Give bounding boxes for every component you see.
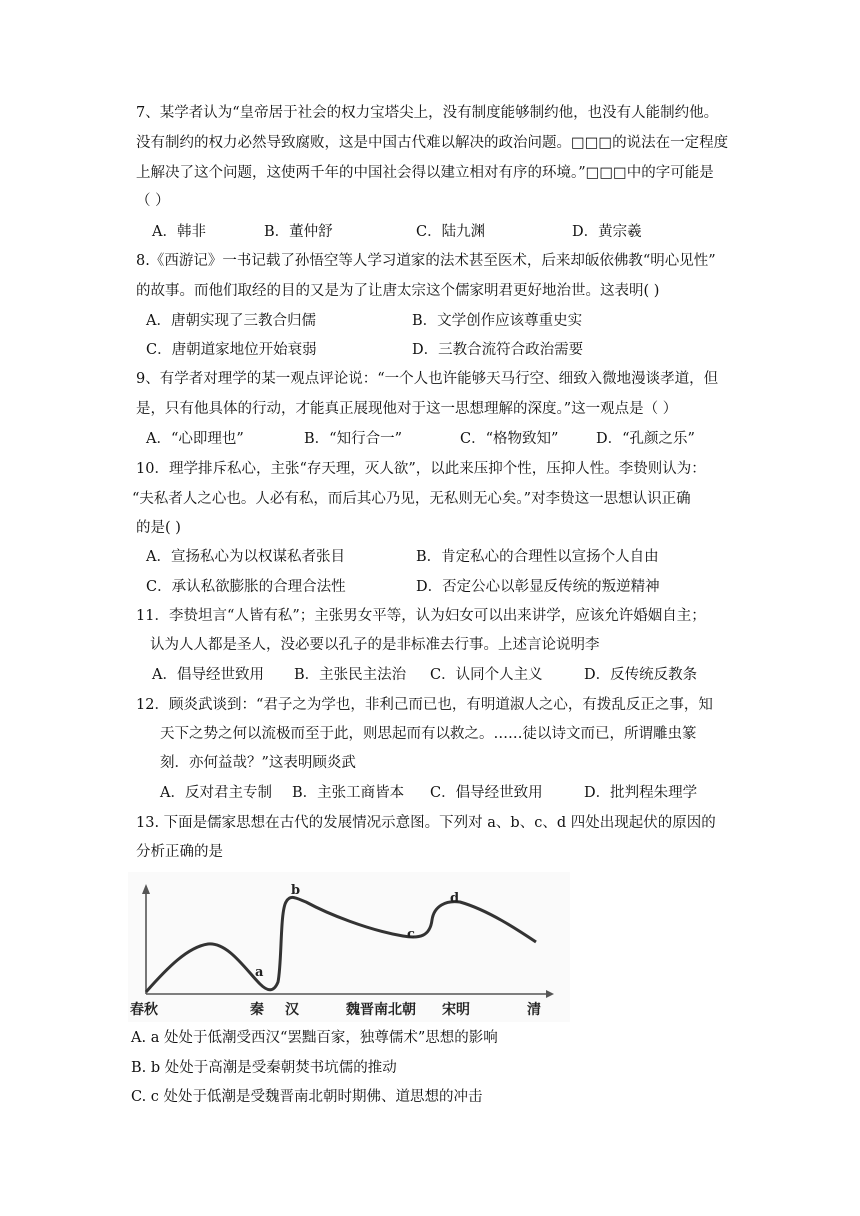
x-label-qin: 秦 (250, 1002, 264, 1018)
q9-option-c: C．“格物致知” (460, 431, 559, 447)
q12-line-3: 刻．亦何益哉？”这表明顾炎武 (160, 755, 356, 771)
q13-line-1: 13. 下面是儒家思想在古代的发展情况示意图。下列对 a、b、c、d 四处出现起伏的原因的 (136, 815, 716, 831)
q11-option-d: D．反传统反教条 (584, 667, 698, 683)
point-label-b: b (291, 883, 301, 898)
x-label-han: 汉 (285, 1002, 299, 1018)
q8-option-c: C．唐朝道家地位开始衰弱 (146, 342, 317, 358)
q13-option-a: A. a 处处于低潮受西汉“罢黜百家，独尊儒术”思想的影响 (131, 1030, 498, 1046)
q8-option-a: A．唐朝实现了三教合归儒 (146, 313, 316, 329)
q10-option-a: A．宣扬私心为以权谋私者张目 (146, 549, 345, 565)
q9-option-d: D．“孔颜之乐” (596, 431, 695, 447)
q12-line-1: 12．顾炎武谈到：“君子之为学也，非利己而已也，有明道淑人之心，有拨乱反正之事，知 (136, 697, 713, 713)
q7-line-1: 7、某学者认为“皇帝居于社会的权力宝塔尖上，没有制度能够制约他，也没有人能制约他。 (136, 105, 719, 121)
diagram-svg (128, 872, 570, 1022)
q10-option-c: C．承认私欲膨胀的合理合法性 (146, 579, 346, 595)
q7-option-d: D．黄宗羲 (572, 224, 642, 240)
q12-line-2: 天下之势之何以流极而至于此，则思起而有以救之。……徒以诗文而已，所谓雕虫篆 (160, 726, 697, 742)
q11-option-b: B．主张民主法治 (294, 667, 407, 683)
x-label-qing: 清 (527, 1002, 541, 1018)
q9-line-2: 是，只有他具体的行动，才能真正展现他对于这一思想理解的深度。”这一观点是（ ） (136, 401, 678, 417)
q7-option-b: B．董仲舒 (264, 224, 333, 240)
q10-line-1: 10．理学排斥私心，主张“存天理，灭人欲”，以此来压抑个性，压抑人性。李贽则认为： (136, 461, 706, 477)
q10-option-b: B．肯定私心的合理性以宣扬个人自由 (416, 549, 659, 565)
q8-option-d: D．三教合流符合政治需要 (412, 342, 584, 358)
point-label-d: d (450, 891, 460, 906)
q7-option-a: A．韩非 (152, 224, 206, 240)
q11-line-2: 认为人人都是圣人，没必要以孔子的是非标准去行事。上述言论说明李 (150, 637, 600, 653)
q13-line-2: 分析正确的是 (136, 844, 223, 860)
q13-option-c: C. c 处处于低潮是受魏晋南北朝时期佛、道思想的冲击 (131, 1089, 483, 1105)
point-label-c: c (407, 927, 415, 942)
q8-line-1: 8.《西游记》一书记载了孙悟空等人学习道家的法术甚至医术，后来却皈依佛教“明心见性” (136, 253, 716, 269)
q11-line-1: 11．李贽坦言“人皆有私”；主张男女平等，认为妇女可以出来讲学，应该允许婚姻自主； (136, 608, 706, 624)
q12-option-a: A．反对君主专制 (160, 785, 272, 801)
confucianism-development-diagram (128, 872, 570, 1022)
x-label-weijin: 魏晋南北朝 (346, 1002, 416, 1018)
q8-line-2: 的故事。而他们取经的目的又是为了让唐太宗这个儒家明君更好地治世。这表明( ) (136, 283, 660, 299)
q7-line-2: 没有制约的权力必然导致腐败，这是中国古代难以解决的政治问题。□□□的说法在一定程度 (136, 135, 729, 151)
q13-option-b: B. b 处处于高潮是受秦朝焚书坑儒的推动 (131, 1060, 397, 1076)
x-label-songming: 宋明 (442, 1002, 470, 1018)
q10-line-2: “夫私者人之心也。人必有私，而后其心乃见，无私则无心矣。”对李贽这一思想认识正确 (132, 491, 691, 507)
x-label-chunqiu: 春秋 (130, 1002, 158, 1018)
q7-line-3: 上解决了这个问题，这使两千年的中国社会得以建立相对有序的环境。”□□□中的字可能是 (136, 165, 714, 181)
q9-option-a: A．“心即理也” (146, 431, 244, 447)
q12-option-c: C．倡导经世致用 (430, 785, 543, 801)
q11-option-a: A．倡导经世致用 (152, 667, 264, 683)
q7-line-4: （ ） (136, 193, 170, 209)
point-label-a: a (255, 965, 264, 980)
q7-option-c: C．陆九渊 (416, 224, 486, 240)
q9-option-b: B．“知行合一” (304, 431, 402, 447)
q10-line-3: 的是( ) (136, 520, 181, 536)
q9-line-1: 9、有学者对理学的某一观点评论说：“一个人也许能够天马行空、细致入微地漫谈孝道，但 (136, 371, 719, 387)
q10-option-d: D．否定公心以彰显反传统的叛逆精神 (416, 579, 660, 595)
q8-option-b: B．文学创作应该尊重史实 (412, 313, 583, 329)
q11-option-c: C．认同个人主义 (430, 667, 543, 683)
q12-option-d: D．批判程朱理学 (584, 785, 698, 801)
q12-option-b: B．主张工商皆本 (292, 785, 405, 801)
